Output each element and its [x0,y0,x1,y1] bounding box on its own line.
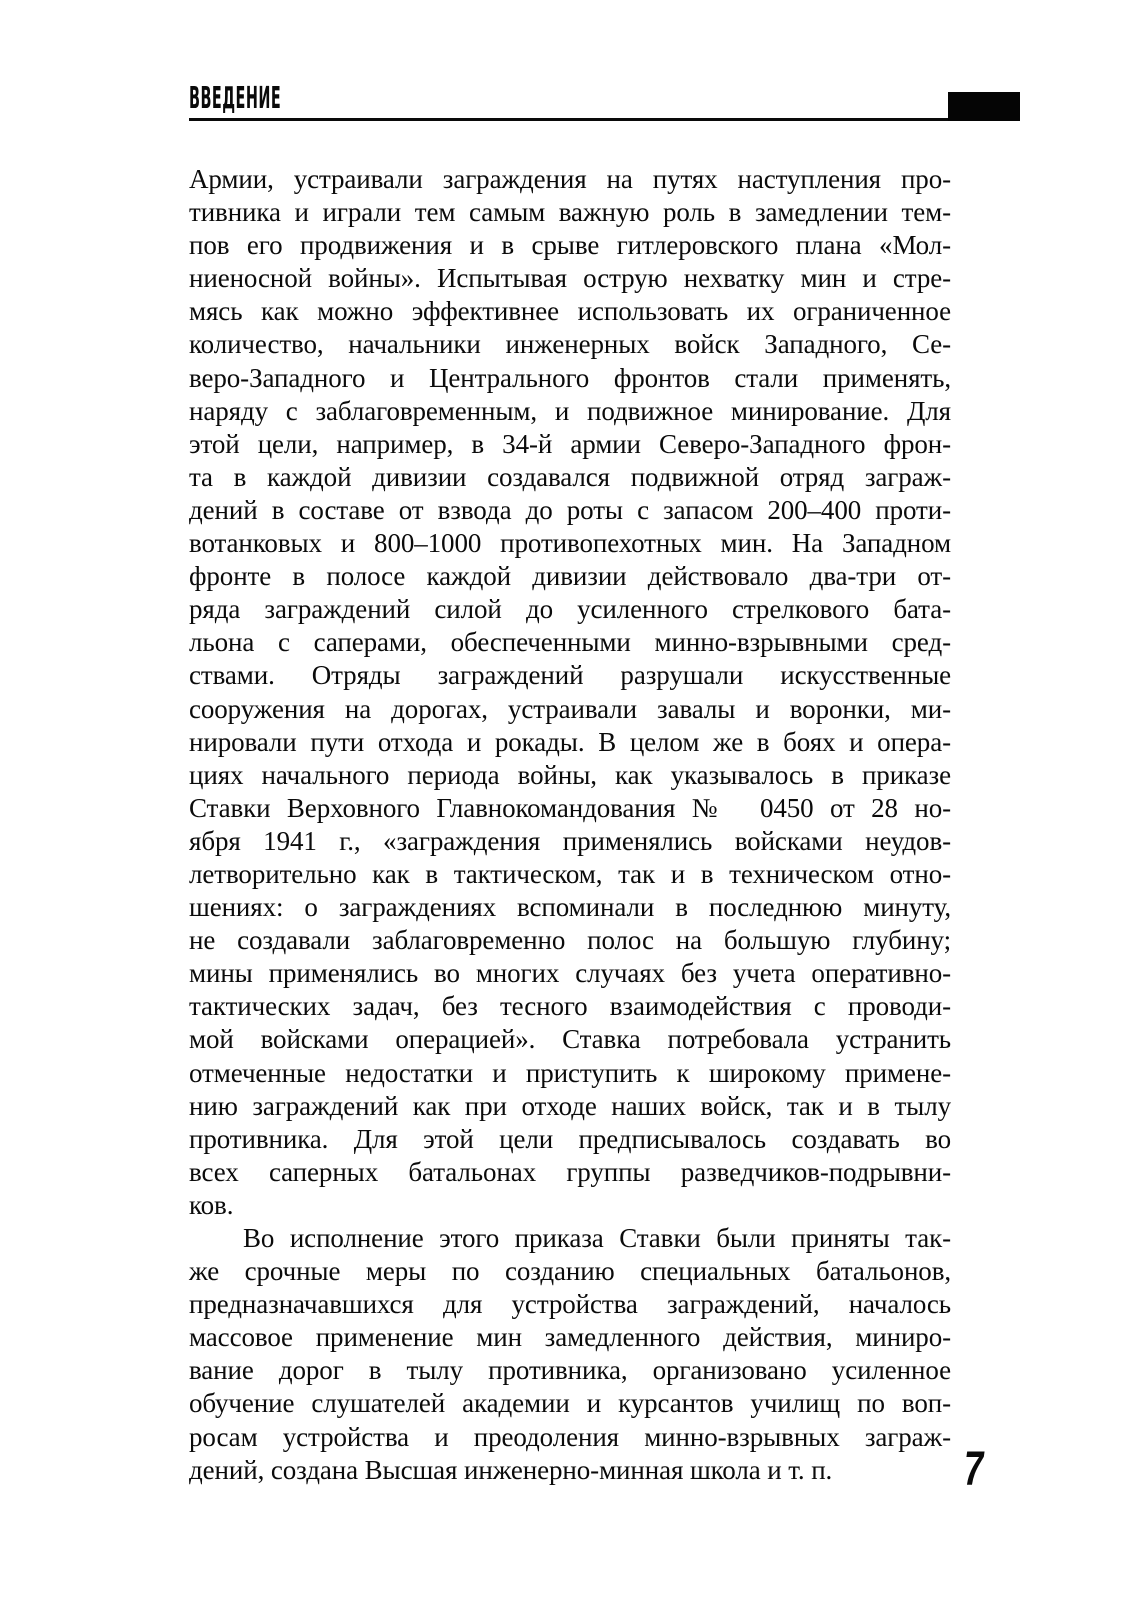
text-line: льона с саперами, обеспеченными минно-взрывными сред- [189,627,951,658]
text-line: пов его продвижения и в срыве гитлеровского плана «Мол- [189,230,951,261]
text-line: та в каждой дивизии создавался подвижной отряд заграж- [189,461,951,492]
text-line: тактических задач, без тесного взаимодействия с проводи- [189,991,951,1022]
text-line: шениях: о заграждениях вспоминали в последнюю минуту, [189,892,951,923]
text-line: всех саперных батальонах группы разведчиков-подрывни- [189,1156,951,1187]
text-line: ниеносной войны». Испытывая острую нехватку мин и стре- [189,263,951,294]
text-line: вание дорог в тылу противника, организовано усиленное [189,1355,951,1386]
text-line: росам устройства и преодоления минно-взрывных заграж- [189,1421,951,1452]
text-line: дений в составе от взвода до роты с запасом 200–400 проти- [189,494,951,525]
text-line: массовое применение мин замедленного действия, миниро- [189,1322,951,1353]
text-line: нию заграждений как при отходе наших войск, так и в тылу [189,1090,951,1121]
text-line: мины применялись во многих случаях без учета оперативно- [189,958,951,989]
text-line: этой цели, например, в 34-й армии Северо-Западного фрон- [189,428,951,459]
text-line: нировали пути отхода и рокады. В целом же в боях и опера- [189,726,951,757]
text-line: летворительно как в тактическом, так и в техническом отно- [189,858,951,889]
page-number: 7 [964,1443,984,1496]
text-line: тивника и играли тем самым важную роль в замедлении тем- [189,197,951,228]
section-header: ВВЕДЕНИЕ [189,81,282,116]
text-line: наряду с заблаговременным, и подвижное минирование. Для [189,395,951,426]
text-line: дений, создана Высшая инженерно-минная школа и т. п. [189,1454,833,1485]
text-line: количество, начальники инженерных войск Западного, Се- [189,329,951,360]
text-line: ствами. Отряды заграждений разрушали искусственные [189,660,951,691]
text-line: ков. [189,1189,234,1220]
text-line: циях начального периода войны, как указывалось в приказе [189,759,951,790]
text-line: мясь как можно эффективнее использовать их ограниченное [189,296,951,327]
text-line: Армии, устраивали заграждения на путях наступления про- [189,164,951,194]
text-line: отмеченные недостатки и приступить к широкому примене- [189,1057,951,1088]
text-line: вотанковых и 800–1000 противопехотных мин. На Западном [189,528,951,559]
text-line: фронте в полосе каждой дивизии действовало два-три от- [189,561,951,592]
body-text [189,163,951,1487]
text-line: сооружения на дорогах, устраивали завалы и воронки, ми- [189,693,951,724]
text-line: веро-Западного и Центрального фронтов стали применять, [189,362,951,393]
text-line: ября 1941 г., «заграждения применялись войсками неудов- [189,825,951,856]
text-line: Во исполнение этого приказа Ставки были приняты так- [243,1223,951,1253]
text-line: обучение слушателей академии и курсантов училищ по воп- [189,1388,951,1419]
text-line: противника. Для этой цели предписывалось создавать во [189,1123,951,1154]
text-line: не создавали заблаговременно полос на большую глубину; [189,925,951,956]
text-line: предназначавшихся для устройства заграждений, началось [189,1289,951,1320]
header-marker-block [948,92,1020,121]
text-line: Ставки Верховного Главнокомандования № 0450 от 28 но- [189,792,951,823]
text-line: мой войсками операцией». Ставка потребовала устранить [189,1024,951,1055]
header-rule [189,118,1020,121]
text-line: ряда заграждений силой до усиленного стрелкового бата- [189,594,951,625]
text-line: же срочные меры по созданию специальных батальонов, [189,1256,951,1287]
